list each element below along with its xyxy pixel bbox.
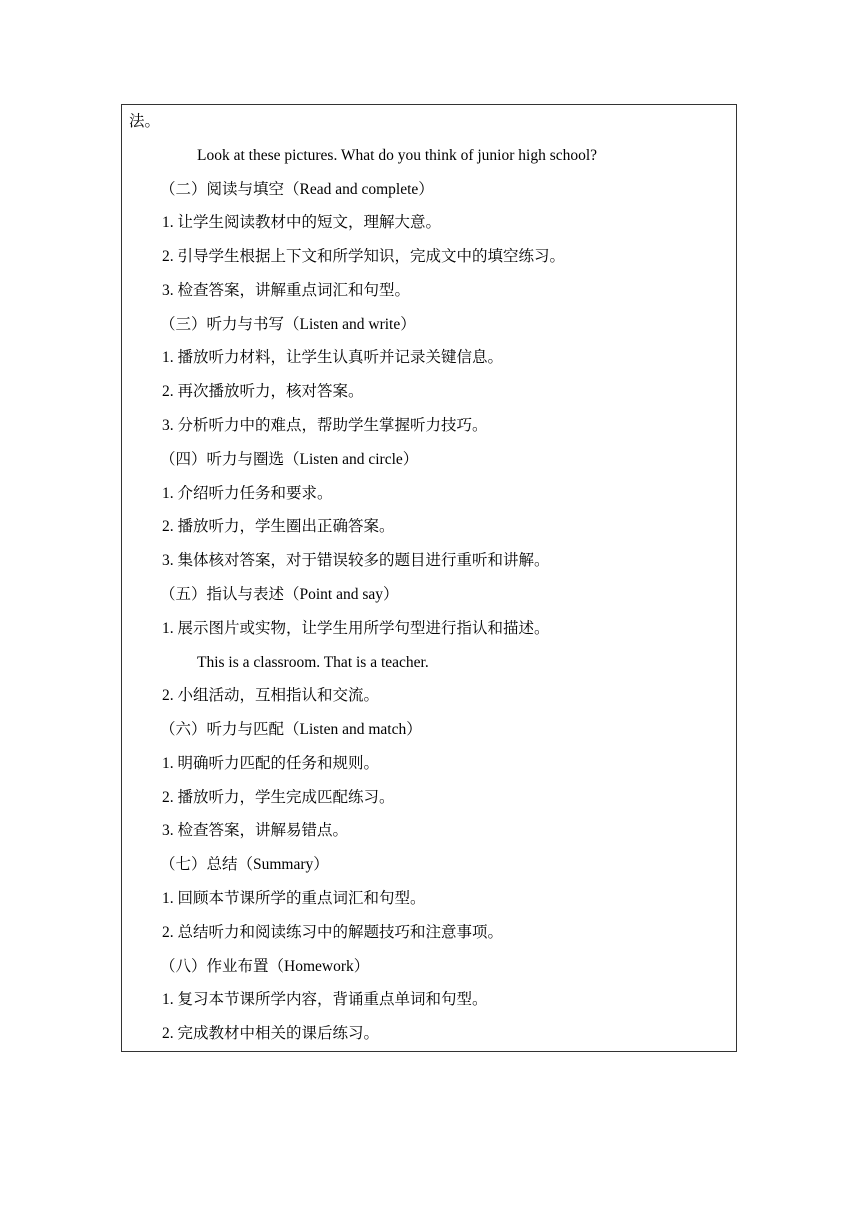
section-heading-4: （四）听力与圈选（Listen and circle） [160, 451, 419, 468]
text-line-13: 2. 播放听力，学生圈出正确答案。 [162, 518, 395, 535]
text-line-24: 1. 回顾本节课所学的重点词汇和句型。 [162, 890, 426, 907]
section-heading-6: （六）听力与匹配（Listen and match） [160, 721, 422, 738]
text-line-27: 1. 复习本节课所学内容，背诵重点单词和句型。 [162, 991, 488, 1008]
text-line-18: 2. 小组活动，互相指认和交流。 [162, 687, 380, 704]
text-line-17: This is a classroom. That is a teacher. [197, 654, 429, 671]
text-line-20: 1. 明确听力匹配的任务和规则。 [162, 755, 380, 772]
text-line-12: 1. 介绍听力任务和要求。 [162, 485, 333, 502]
text-line-25: 2. 总结听力和阅读练习中的解题技巧和注意事项。 [162, 924, 504, 941]
text-line-10: 3. 分析听力中的难点，帮助学生掌握听力技巧。 [162, 417, 488, 434]
text-line-21: 2. 播放听力，学生完成匹配练习。 [162, 789, 395, 806]
text-line-9: 2. 再次播放听力，核对答案。 [162, 383, 364, 400]
text-line-6: 3. 检查答案，讲解重点词汇和句型。 [162, 282, 411, 299]
text-line-1: 法。 [129, 113, 161, 130]
section-heading-7: （七）总结（Summary） [160, 856, 329, 873]
text-line-14: 3. 集体核对答案，对于错误较多的题目进行重听和讲解。 [162, 552, 550, 569]
text-line-28: 2. 完成教材中相关的课后练习。 [162, 1025, 380, 1042]
text-line-2: Look at these pictures. What do you think of junior high school? [197, 147, 598, 164]
text-line-4: 1. 让学生阅读教材中的短文，理解大意。 [162, 214, 442, 231]
section-heading-5: （五）指认与表述（Point and say） [160, 586, 399, 603]
section-heading-3: （三）听力与书写（Listen and write） [160, 316, 416, 333]
text-line-5: 2. 引导学生根据上下文和所学知识，完成文中的填空练习。 [162, 248, 566, 265]
text-line-16: 1. 展示图片或实物，让学生用所学句型进行指认和描述。 [162, 620, 550, 637]
text-line-8: 1. 播放听力材料，让学生认真听并记录关键信息。 [162, 349, 504, 366]
text-line-22: 3. 检查答案，讲解易错点。 [162, 822, 349, 839]
section-heading-8: （八）作业布置（Homework） [160, 958, 370, 975]
section-heading-2: （二）阅读与填空（Read and complete） [160, 181, 434, 198]
